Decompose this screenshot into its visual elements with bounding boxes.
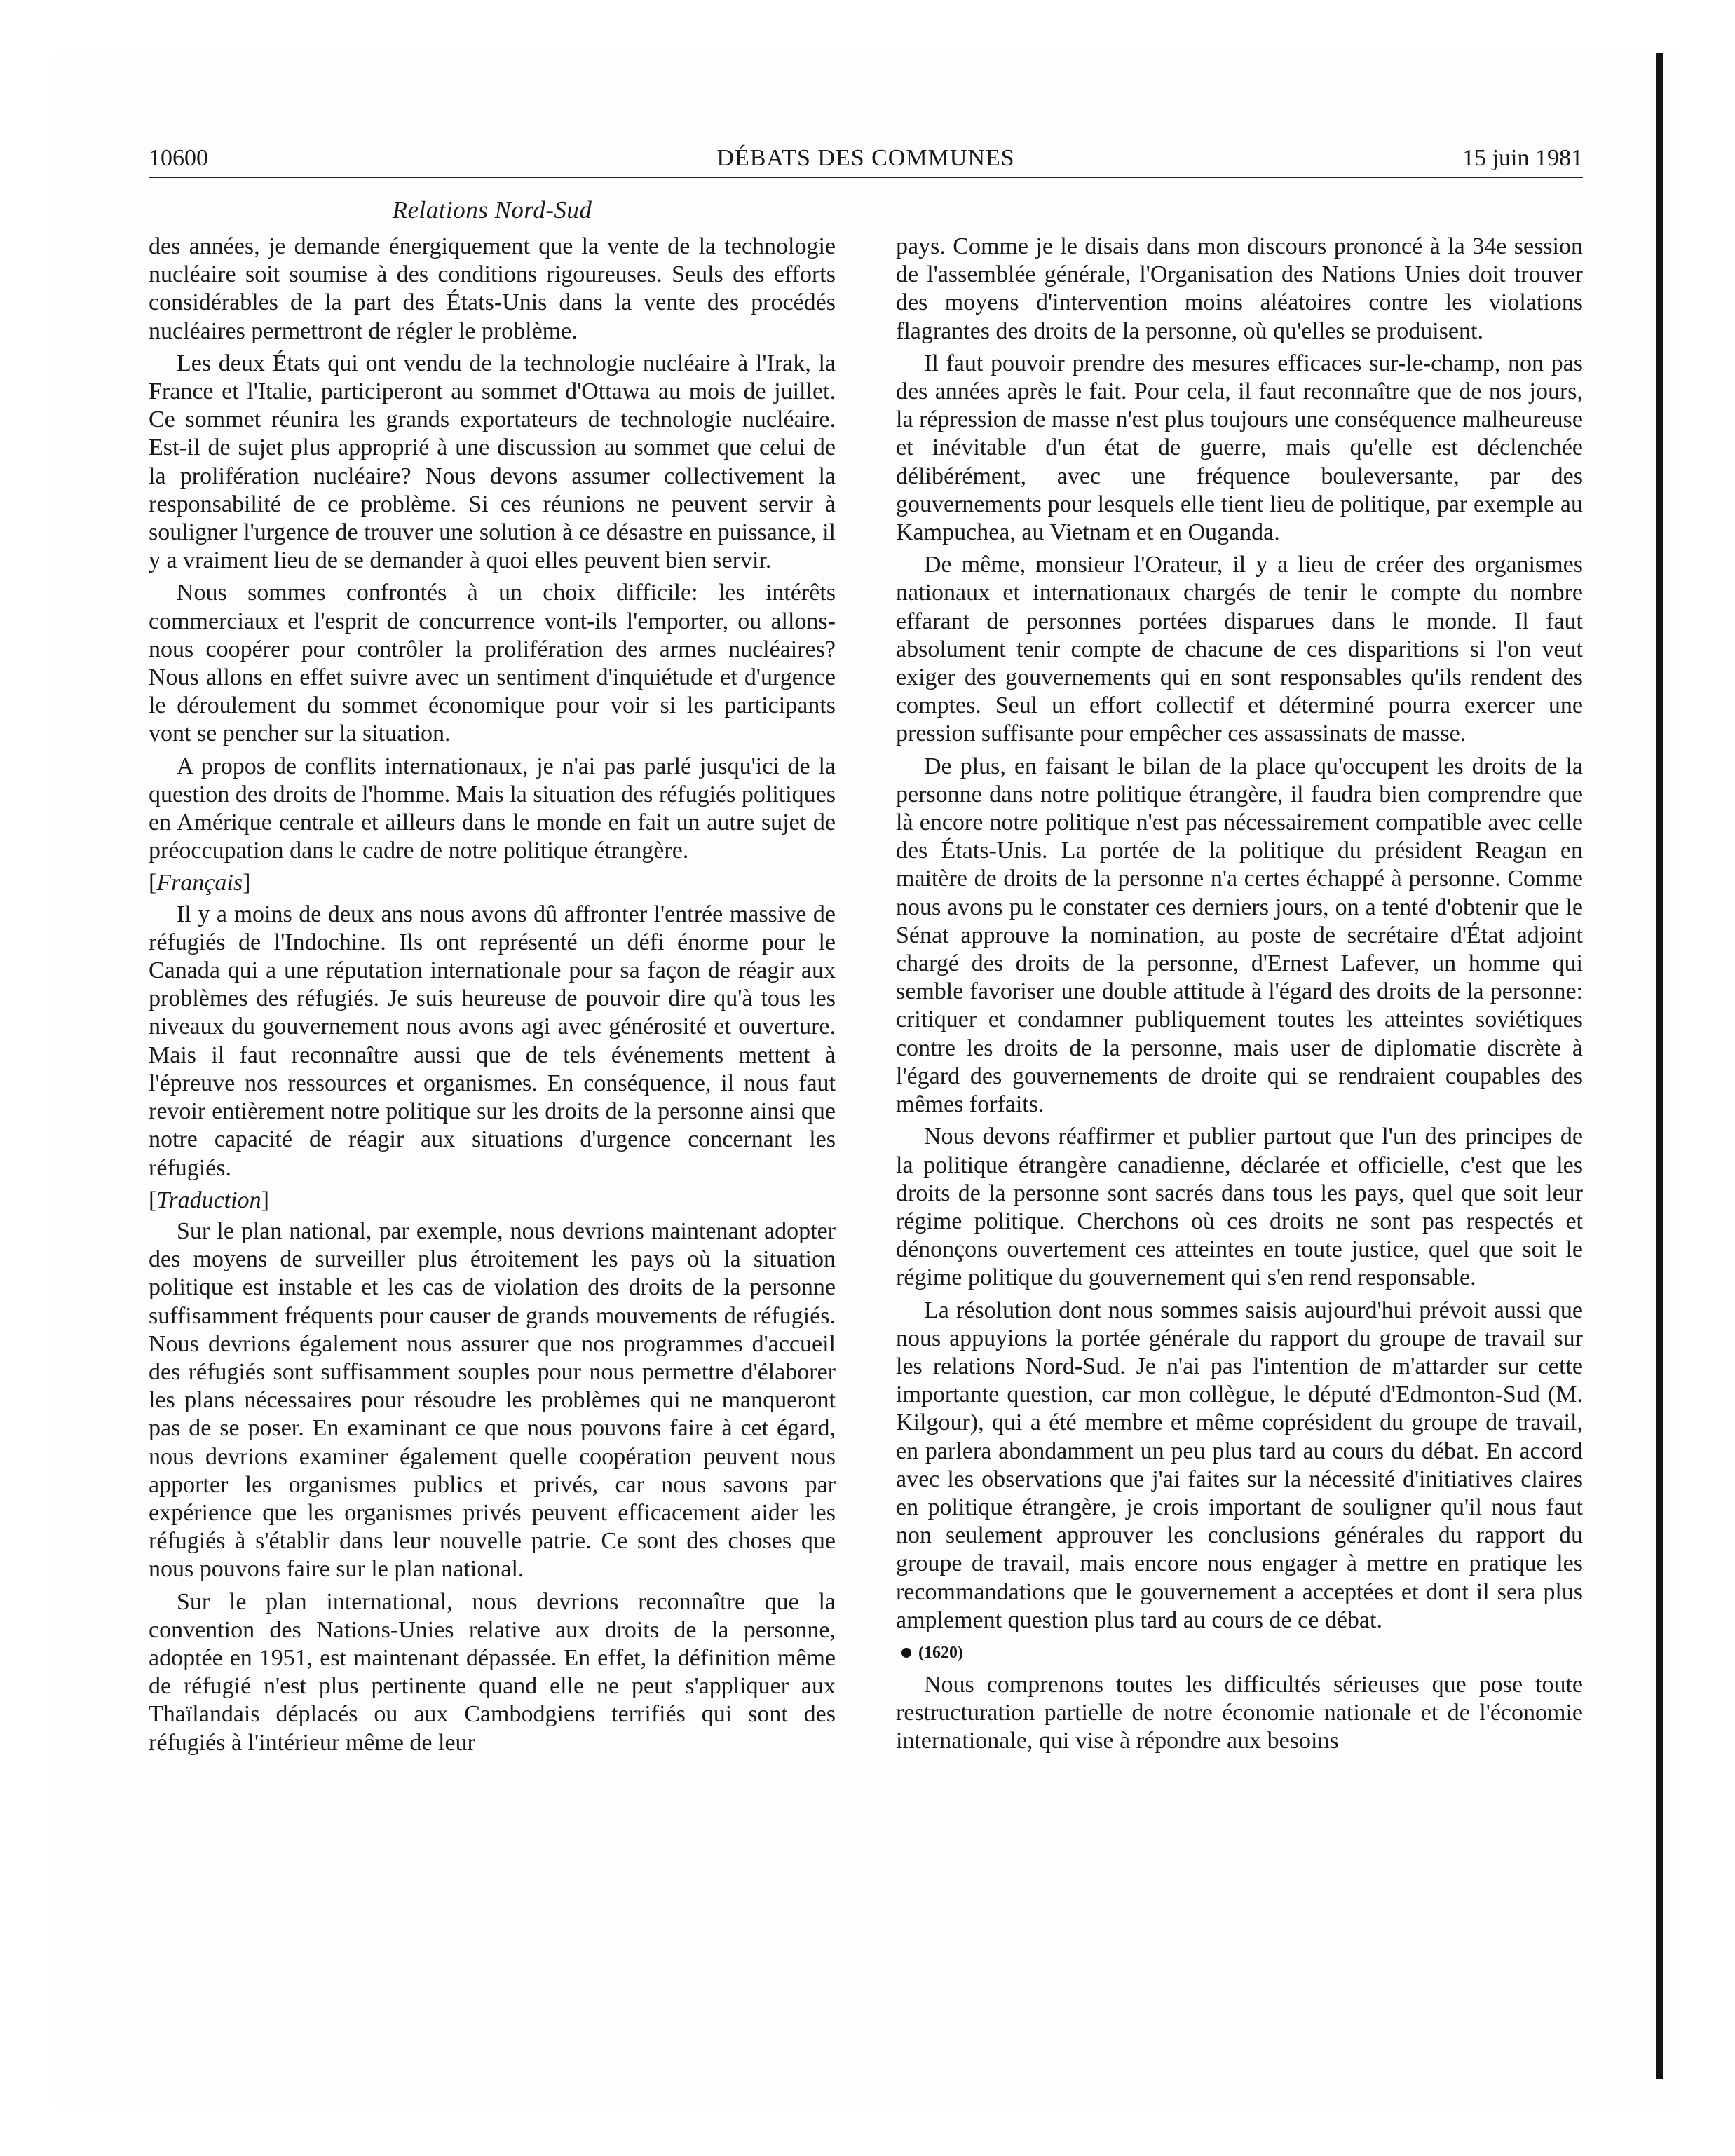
paragraph: De même, monsieur l'Orateur, il y a lieu de créer des organismes nationaux et internationaux chargés de tenir le compte du nombre effarant de personnes portées disparues dans le monde. Il faut absolument tenir compte de chacune de ces disparitions si l'on veut exiger des gouvernements qui en sont responsables qu'ils rendent des comptes. Seul un effort collectif et déterminé pourra exercer une pression suffisante pour empêcher ces assassinats de masse.: [896, 552, 1583, 747]
paragraph: A propos de conflits internationaux, je n'ai pas parlé jusqu'ici de la question des droits de l'homme. Mais la situation des réfugiés politiques en Amérique centrale et ailleurs dans le monde en fait un autre sujet de préoccupation dans le cadre de notre politique étrangère.: [149, 753, 836, 864]
paragraph: pays. Comme je le disais dans mon discours prononcé à la 34e session de l'assemblée générale, l'Organisation des Nations Unies doit trouver des moyens d'intervention moins aléatoires contre les violations flagrantes des droits de la personne, où qu'elles se produisent.: [896, 233, 1583, 344]
publication-date: 15 juin 1981: [1462, 145, 1583, 171]
paragraph: Nous comprenons toutes les difficultés sérieuses que pose toute restructuration partielle de notre économie nationale et de l'économie internationale, qui vise à répondre aux besoins: [896, 1671, 1583, 1754]
paragraph: Sur le plan national, par exemple, nous devrions maintenant adopter des moyens de surveiller plus étroitement les pays où la situation politique est instable et les cas de violation des droits de la personne suffisamment fréquents pour causer de grands mouvements de réfugiés. Nous devrions également nous assurer que nos programmes d'accueil des réfugiés sont suffisamment souples pour nous permettre d'élaborer les plans nécessaires pour résoudre les problèmes qui ne manqueront pas de se poser. En examinant ce que nous pouvons faire à cet égard, nous devrions examiner également quelle coopération peuvent nous apporter les organismes publics et privés, car nous savons par expérience que les organismes privés peuvent efficacement aider les réfugiés à s'établir dans leur nouvelle patrie. Ce sont des choses que nous pouvons faire sur le plan national.: [149, 1217, 836, 1583]
paragraph: Les deux États qui ont vendu de la technologie nucléaire à l'Irak, la France et l'Italie, participeront au sommet d'Ottawa au mois de juillet. Ce sommet réunira les grands exportateurs de technologie nucléaire. Est-il de sujet plus approprié à une discussion au sommet que celui de la prolifération nucléaire? Nous devons assumer collectivement la responsabilité de ce problème. Si ces réunions ne peuvent servir à souligner l'urgence de trouver une solution à ce désastre en puissance, il y a vraiment lieu de se demander à quoi elles peuvent bien servir.: [149, 350, 836, 574]
right-column: [896, 233, 1583, 1760]
bullet-dot-icon: [901, 1648, 911, 1658]
running-head: Relations Nord-Sud: [392, 196, 592, 224]
time-marker: [896, 1640, 1583, 1665]
left-column: [149, 193, 836, 1761]
paragraph: Nous sommes confrontés à un choix difficile: les intérêts commerciaux et l'esprit de concurrence vont-ils l'emporter, ou allons-nous coopérer pour contrôler la prolifération des armes nucléaires? Nous allons en effet suivre avec un sentiment d'inquiétude et d'urgence le déroulement du sommet économique pour voir si les participants vont se pencher sur la situation.: [149, 580, 836, 747]
time-marker-text: (1620): [918, 1643, 963, 1662]
page-header: [149, 140, 1583, 177]
paragraph: Nous devons réaffirmer et publier partout que l'un des principes de la politique étrangère canadienne, déclarée et officielle, c'est que les droits de la personne sont sacrés dans tous les pays, quel que soit leur régime politique. Cherchons où ces droits ne sont pas respectés et dénonçons ouvertement ces atteintes en toute justice, quel que soit le régime politique du gouvernement qui s'en rend responsable.: [896, 1124, 1583, 1291]
paragraph: De plus, en faisant le bilan de la place qu'occupent les droits de la personne dans notre politique étrangère, il faudra bien comprendre que là encore notre politique n'est pas nécessairement compatible avec celle des États-Unis. La portée de la politique du président Reagan en maitère de droits de la personne n'a certes échappé à personne. Comme nous avons pu le constater ces derniers jours, on a tenté d'obtenir que le Sénat approuve la nomination, au poste de secrétaire d'État adjoint chargé des droits de la personne, d'Ernest Lafever, un homme qui semble favoriser une double attitude à l'égard des droits de la personne: critiquer et condamner publiquement toutes les atteintes soviétiques contre les droits de la personne, mais user de diplomatie discrète à l'égard des gouvernements de droite qui se rendraient coupables des mêmes forfaits.: [896, 753, 1583, 1118]
language-marker: [Français]: [149, 870, 251, 896]
language-label: Français: [156, 870, 243, 896]
header-rule: [149, 177, 1583, 178]
paragraph: Il faut pouvoir prendre des mesures efficaces sur-le-champ, non pas des années après le fait. Pour cela, il faut reconnaître que de nos jours, la répression de masse n'est plus toujours une conséquence malheureuse et inévitable d'un état de guerre, mais qu'elle est déclenchée délibérément, avec une fréquence bouleversante, par des gouvernements pour lesquels elle tient lieu de politique, par exemple au Kampuchea, au Vietnam et en Ouganda.: [896, 350, 1583, 546]
language-marker: [Traduction]: [149, 1187, 269, 1213]
paragraph: Sur le plan international, nous devrions reconnaître que la convention des Nations-Unies relative aux droits de la personne, adoptée en 1951, est maintenant dépassée. En effet, la définition même de réfugié n'est plus pertinente quand elle ne peut s'appliquer aux Thaïlandais déplacés ou aux Cambodgiens terrifiés qui sont des réfugiés à l'intérieur même de leur: [149, 1588, 836, 1756]
publication-title: DÉBATS DES COMMUNES: [716, 145, 1015, 171]
paragraph: Il y a moins de deux ans nous avons dû affronter l'entrée massive de réfugiés de l'Indochine. Ils ont représenté un défi énorme pour le Canada qui a une réputation internationale pour sa façon de réagir aux problèmes des réfugiés. Je suis heureuse de pouvoir dire qu'à tous les niveaux du gouvernement nous avons agi avec générosité et ouverture. Mais il faut reconnaître aussi que de tels événements mettent à l'épreuve nos ressources et organismes. En conséquence, il nous faut revoir entièrement notre politique sur les droits de la personne ainsi que notre capacité de réagir aux situations d'urgence concernant les réfugiés.: [149, 901, 836, 1181]
paragraph: des années, je demande énergiquement que la vente de la technologie nucléaire soit soumise à des conditions rigoureuses. Seuls des efforts considérables de la part des États-Unis dans la vente des procédés nucléaires permettront de régler le problème.: [149, 233, 836, 344]
paragraph: La résolution dont nous sommes saisis aujourd'hui prévoit aussi que nous appuyions la portée générale du rapport du groupe de travail sur les relations Nord-Sud. Je n'ai pas l'intention de m'attarder sur cette importante question, car mon collègue, le député d'Edmonton-Sud (M. Kilgour), qui a été membre et même coprésident du groupe de travail, en parlera abondamment un peu plus tard au cours du débat. En accord avec les observations que j'ai faites sur la nécessité d'initiatives claires en politique étrangère, je crois important de souligner qu'il nous faut non seulement approuver les conclusions générales du rapport du groupe de travail, mais encore nous engager à mettre en pratique les recommandations que le gouvernement a acceptées et dont il sera plus amplement question plus tard au cours de ce débat.: [896, 1297, 1583, 1633]
page-number: 10600: [149, 145, 208, 171]
language-label: Traduction: [156, 1187, 261, 1213]
page-edge-shadow: [1656, 53, 1663, 2079]
